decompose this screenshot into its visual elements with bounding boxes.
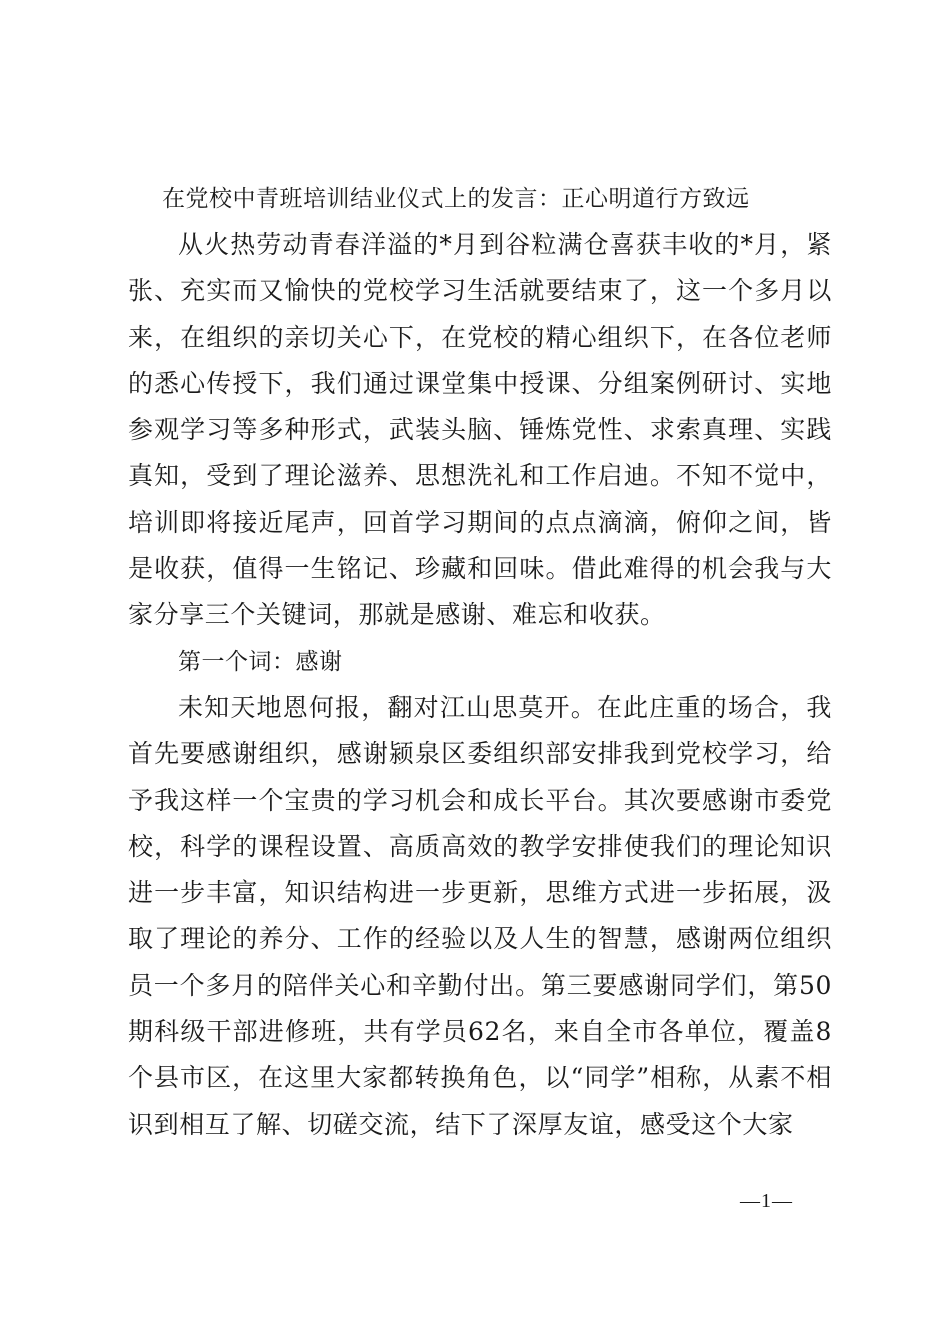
document-title: 在党校中青班培训结业仪式上的发言：正心明道行方致远 [162, 186, 750, 212]
section-heading: 第一个词：感谢 [178, 648, 343, 675]
section-paragraph: 未知天地恩何报，翻对江山思莫开。在此庄重的场合，我首先要感谢组织，感谢颍泉区委组织部安排我到党校学习，给予我这样一个宝贵的学习机会和成长平台。其次要感谢市委党校，科学的课程设置、高质高效的教学安排使我们的理论知识进一步丰富，知识结构进一步更新，思维方式进一步拓展，汲取了理论的养分、工作的经验以及人生的智慧，感谢两位组织员一个多月的陪伴关心和辛勤付出。第三要感谢同学们，第50期科级干部进修班，共有学员62名，来自全市各单位，覆盖8个县市区，在这里大家都转换角色，以“同学”相称，从素不相识到相互了解、切磋交流，结下了深厚友谊，感受这个大家 [128, 692, 832, 1139]
page-number: —1— [740, 1190, 793, 1212]
intro-paragraph: 从火热劳动青春洋溢的*月到谷粒满仓喜获丰收的*月，紧张、充实而又愉快的党校学习生活就要结束了，这一个多月以来，在组织的亲切关心下，在党校的精心组织下，在各位老师的悉心传授下，我们通过课堂集中授课、分组案例研讨、实地参观学习等多种形式，武装头脑、锤炼党性、求索真理、实践真知，受到了理论滋养、思想洗礼和工作启迪。不知不觉中，培训即将接近尾声，回首学习期间的点点滴滴，俯仰之间，皆是收获，值得一生铭记、珍藏和回味。借此难得的机会我与大家分享三个关键词，那就是感谢、难忘和收获。 [128, 230, 832, 630]
document-body [128, 176, 832, 1148]
